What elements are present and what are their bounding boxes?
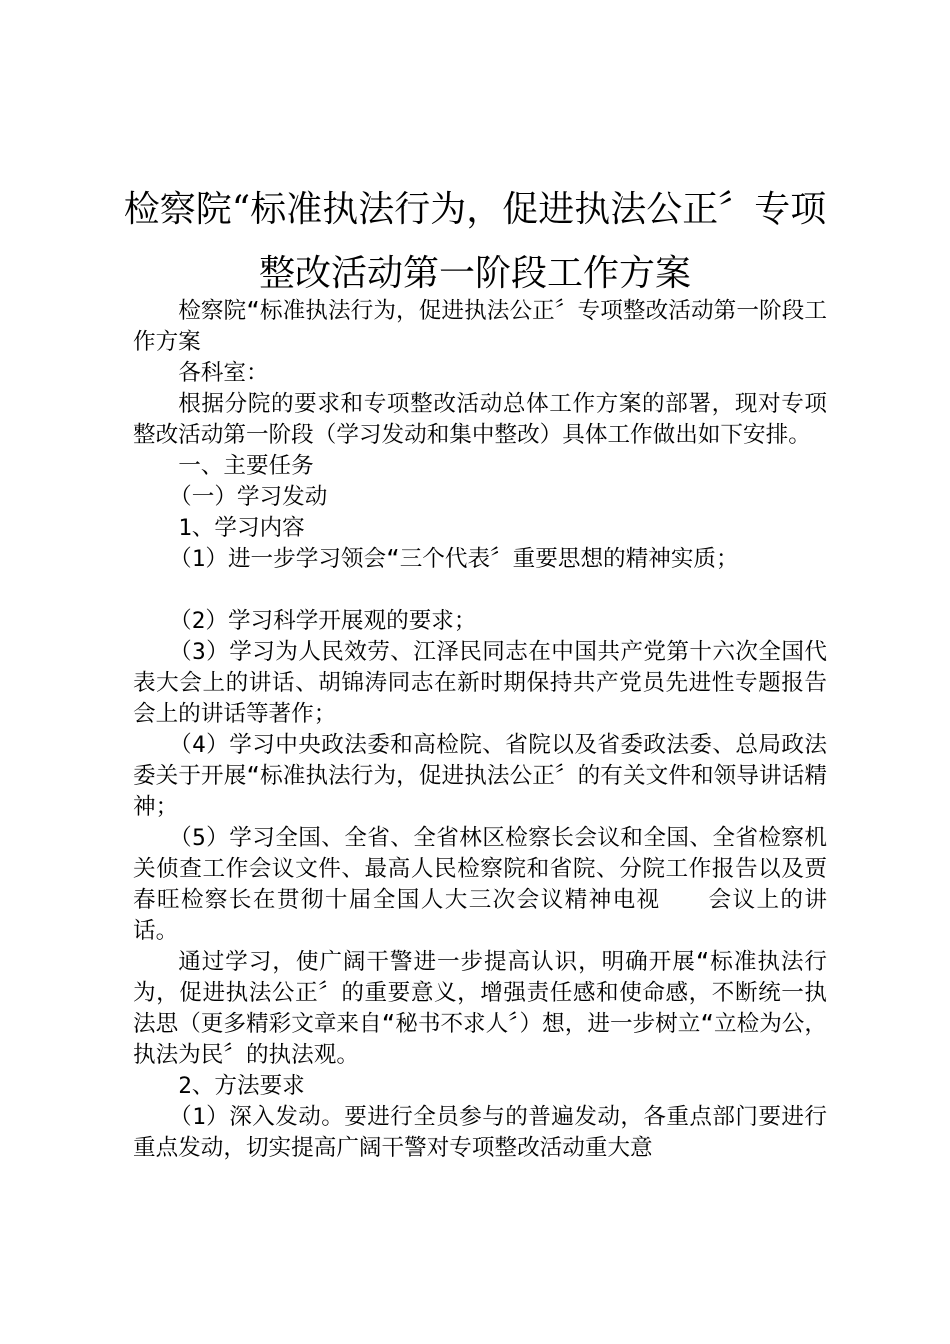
document-title-line-1: 检察院“标准执法行为，促进执法公正〞专项 [123, 189, 827, 230]
list-item: （1）进一步学习领会“三个代表〞重要思想的精神实质； [169, 546, 739, 572]
blank-line [133, 575, 827, 606]
subsection-heading: （一）学习发动 [169, 484, 328, 510]
body-paragraph: 通过学习，使广阔干警进一步提高认识，明确开展“标准执法行为，促进执法公正〞的重要意义，增强责任感和使命感，不断统一执法思（更多精彩文章来自“秘书不求人〞）想，进一步树立“立检为公，执法为民〞的执法观。 [133, 949, 827, 1068]
section-heading: 一、主要任务 [178, 453, 314, 479]
list-item: （4）学习中央政法委和高检院、省院以及省委政法委、总局政法委关于开展“标准执法行为，促进执法公正〞的有关文件和领导讲话精神； [133, 732, 827, 820]
preface-paragraph: 根据分院的要求和专项整改活动总体工作方案的部署，现对专项整改活动第一阶段（学习发动和集中整改）具体工作做出如下安排。 [133, 391, 827, 448]
document-body [133, 296, 827, 1164]
salutation: 各科室： [178, 360, 269, 386]
document-title-line-2: 整改活动第一阶段工作方案 [258, 253, 691, 294]
list-item: （1）深入发动。要进行全员参与的普遍发动，各重点部门要进行重点发动，切实提高广阔干警对专项整改活动重大意 [133, 1104, 827, 1161]
list-item: （5）学习全国、全省、全省林区检察长会议和全国、全省检察机关侦查工作会议文件、最高人民检察院和省院、分院工作报告以及贾春旺检察长在贯彻十届全国人大三次会议精神电视 会议上的讲话。 [133, 825, 827, 944]
list-item: （2）学习科学开展观的要求； [169, 608, 477, 634]
list-item: （3）学习为人民效劳、江泽民同志在中国共产党第十六次全国代表大会上的讲话、胡锦涛同志在新时期保持共产党员先进性专题报告会上的讲话等著作； [133, 639, 827, 727]
intro-paragraph: 检察院“标准执法行为，促进执法公正〞专项整改活动第一阶段工作方案 [133, 298, 827, 355]
item-heading: 1、学习内容 [178, 515, 305, 541]
item-heading: 2、方法要求 [178, 1073, 305, 1099]
